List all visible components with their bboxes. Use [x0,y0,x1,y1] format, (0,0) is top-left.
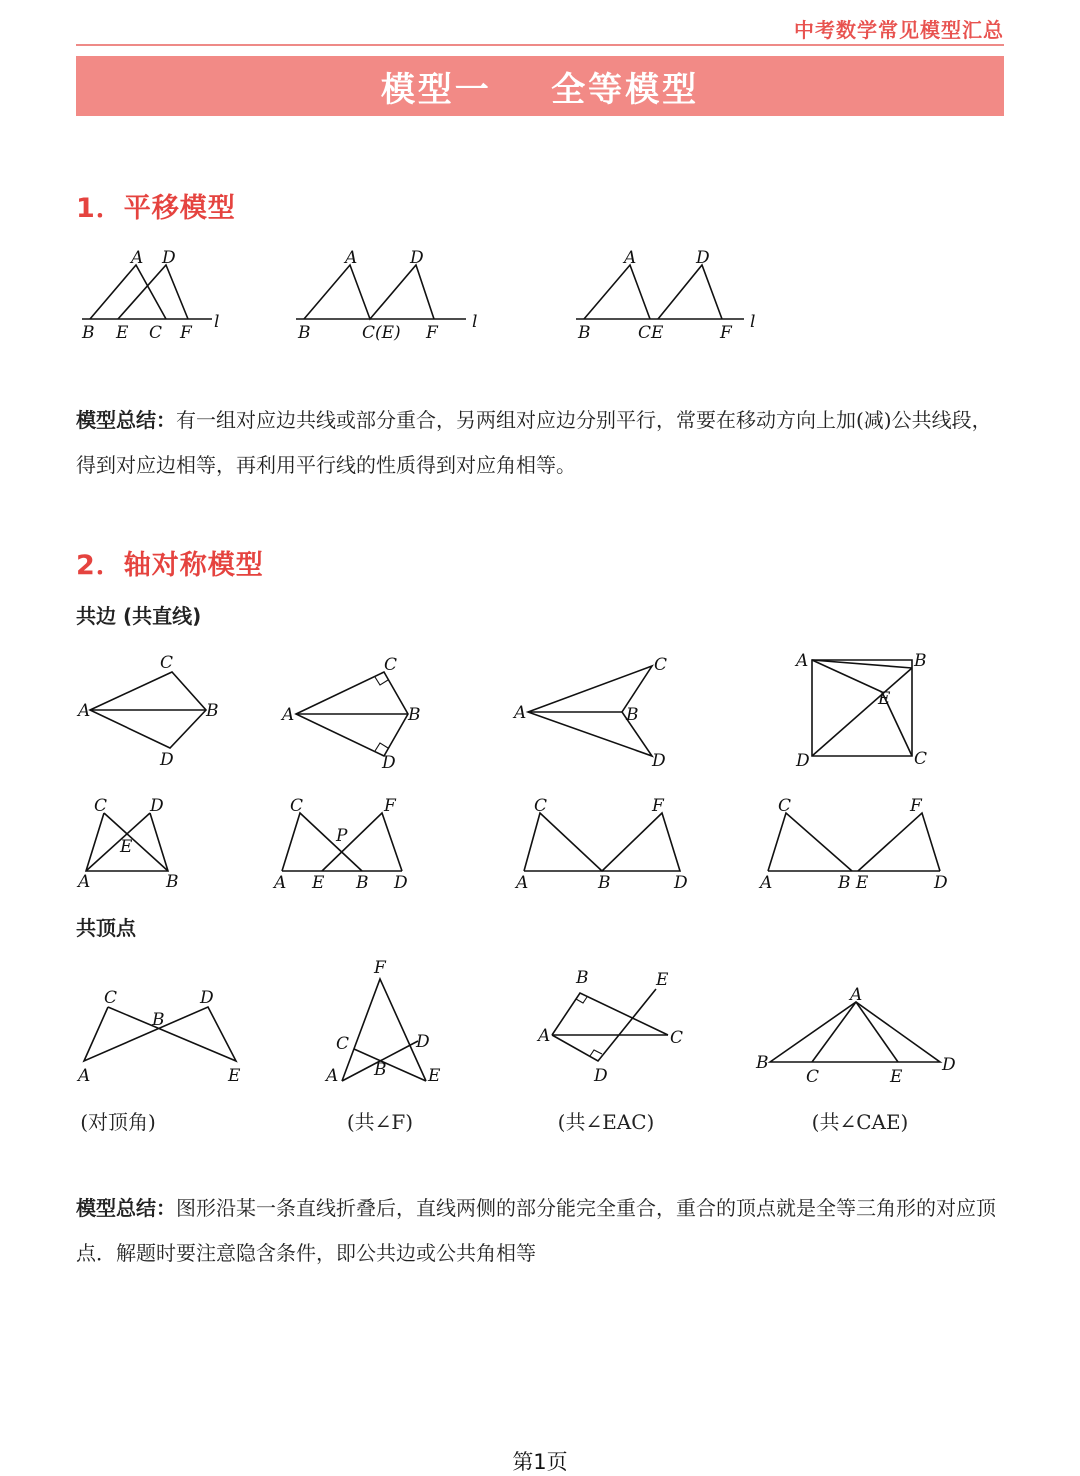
label-B: B [756,1053,769,1073]
label-A: A [326,1066,339,1086]
subheading-common-side: 共边 (共直线) [76,604,202,628]
label-E: E [656,970,669,990]
label-E: E [120,837,133,857]
banner-title: 模型一 全等模型 [380,69,700,110]
symmetry-figure-r3-1 [76,985,256,1090]
symmetry-figure-r3-3 [532,965,702,1085]
label-P: P [336,826,348,846]
label-C: C [670,1028,684,1048]
label-D: D [394,873,408,893]
label-D: D [416,1032,430,1052]
label-F: F [180,323,192,343]
summary-text: 有一组对应边共线或部分重合，另两组对应边分别平行，常要在移动方向上加(减)公共线段，得到对应边相等，再利用平行线的性质得到对应角相等。 [76,408,992,477]
label-D: D [382,753,396,773]
label-C: C [384,655,398,675]
label-C: C [336,1034,350,1054]
label-A: A [274,873,287,893]
label-F: F [426,323,438,343]
label-A: A [516,873,529,893]
label-A: A [78,1066,91,1086]
label-C: C [778,796,792,816]
subheading-common-vertex: 共顶点 [76,916,136,940]
label-A: A [78,701,91,721]
axial-symmetry-summary [76,1186,1006,1276]
label-E: E [890,1067,903,1087]
label-D: D [796,751,810,771]
symmetry-figure-r2-4 [756,795,956,895]
label-B: B [626,705,639,725]
label-A: A [796,651,809,671]
label-BE: B E [838,873,869,893]
label-B: B [152,1010,165,1030]
label-C: C [534,796,548,816]
label-B: B [166,872,179,892]
label-B: B [576,968,589,988]
translation-figure-3 [574,245,774,345]
label-A: A [760,873,773,893]
title-banner [76,56,1004,116]
label-D: D [696,248,710,268]
label-l: l [750,312,756,332]
label-B: B [298,323,311,343]
symmetry-figure-r2-2 [272,795,422,895]
label-C: C [149,323,163,343]
label-B: B [206,701,219,721]
label-E: E [116,323,129,343]
symmetry-figure-r1-4 [796,650,946,775]
page-number: 第1页 [512,1450,568,1474]
symmetry-figure-r2-1 [76,795,206,895]
translation-figure-2 [294,245,494,345]
label-A: A [345,248,358,268]
label-F: F [720,323,732,343]
caption-vertical-angles: (对顶角) [80,1110,156,1134]
summary-label: 模型总结： [76,1196,176,1220]
label-A: A [624,248,637,268]
label-C: C [160,653,174,673]
label-l: l [214,312,220,332]
section-heading-translation: 1．平移模型 [76,193,236,224]
label-B: B [356,873,369,893]
label-C: C [654,655,668,675]
label-B: B [914,651,927,671]
caption-common-angle-cae: (共∠CAE) [811,1110,909,1134]
label-D: D [942,1055,956,1075]
label-A: A [282,705,295,725]
translation-figure-1 [76,245,236,345]
label-B: B [374,1060,387,1080]
label-CE: CE [638,323,664,343]
label-E: E [428,1066,441,1086]
label-A: A [538,1026,551,1046]
label-E: E [878,689,891,709]
label-C: C [290,796,304,816]
symmetry-figure-r1-1 [76,650,236,775]
label-D: D [674,873,688,893]
label-D: D [162,248,176,268]
label-F: F [910,796,922,816]
label-l: l [472,312,478,332]
caption-common-angle-f: (共∠F) [346,1110,414,1134]
symmetry-figure-r1-2 [278,650,438,775]
label-F: F [384,796,396,816]
label-C: C [806,1067,820,1087]
label-A: A [514,703,527,723]
header-divider [76,44,1004,46]
label-CE: C(E) [362,323,401,343]
label-D: D [200,988,214,1008]
label-D: D [410,248,424,268]
label-D: D [160,750,174,770]
label-E: E [228,1066,241,1086]
label-B: B [598,873,611,893]
symmetry-figure-r1-3 [512,650,682,775]
symmetry-figure-r3-4 [752,982,972,1092]
label-D: D [652,751,666,771]
document-title: 中考数学常见模型汇总 [794,18,1004,42]
section-heading-axial-symmetry: 2．轴对称模型 [76,550,264,581]
label-D: D [934,873,948,893]
label-D: D [150,796,164,816]
label-C: C [104,988,118,1008]
summary-text: 图形沿某一条直线折叠后，直线两侧的部分能完全重合，重合的顶点就是全等三角形的对应顶点．解题时要注意隐含条件，即公共边或公共角相等 [76,1196,996,1265]
label-A: A [131,248,144,268]
caption-common-angle-eac: (共∠EAC) [557,1110,655,1134]
translation-summary [76,398,1006,488]
label-A: A [850,985,863,1005]
label-C: C [914,749,928,769]
label-A: A [78,872,91,892]
label-B: B [82,323,95,343]
label-C: C [94,796,108,816]
label-E: E [312,873,325,893]
label-F: F [652,796,664,816]
label-B: B [578,323,591,343]
label-F: F [374,958,386,978]
summary-label: 模型总结： [76,408,176,432]
symmetry-figure-r2-3 [512,795,692,895]
label-B: B [408,705,421,725]
symmetry-figure-r3-2 [322,955,452,1090]
label-D: D [594,1066,608,1086]
